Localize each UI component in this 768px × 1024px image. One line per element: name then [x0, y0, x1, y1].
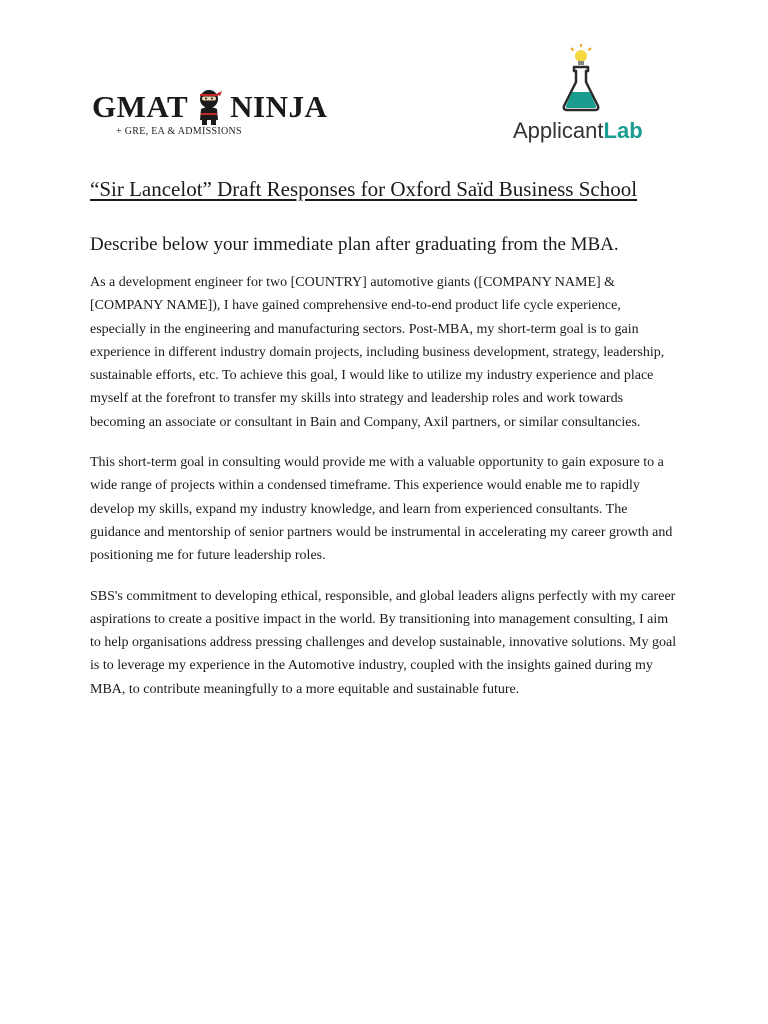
lab-word: Lab — [603, 118, 643, 143]
gmat-ninja-tagline: + GRE, EA & ADMISSIONS — [116, 126, 242, 137]
applicant-lab-logo — [510, 44, 660, 154]
essay-paragraph: This short-term goal in consulting would provide me with a valuable opportunity to gain exposure to a wide range of projects within a condensed timeframe. This experience would enable me to rapidly develop my skills, expand my industry knowledge, and learn from experienced consultants. The guidance and mentorship of senior partners would be instrumental in accelerating my career growth and positioning me for future leadership roles. — [90, 455, 673, 564]
applicant-word: Applicant — [513, 118, 604, 143]
gmat-ninja-wordmark — [92, 88, 332, 126]
essay-paragraph: As a development engineer for two [COUNTRY] automotive giants ([COMPANY NAME] & [COMPANY NAME]), I have gained comprehensive end-to-end product life cycle experience, especially in the engineering and manufacturing sectors. Post-MBA, my short-term goal is to gain experience in different industry domain projects, including business development, strategy, leadership, sustainable efforts, etc. To achieve this goal, I would like to utilize my industry experience and place myself at the forefront to transfer my skills into strategy and leadership roles and work towards becoming an associate or consultant in Bain and Company, Axil partners, or similar consultancies. — [90, 275, 665, 430]
ninja-word: NINJA — [230, 89, 328, 124]
essay-question: Describe below your immediate plan after graduating from the MBA. — [90, 234, 619, 255]
ninja-icon — [194, 88, 224, 126]
flask-icon — [558, 44, 604, 114]
essay-paragraph: SBS's commitment to developing ethical, responsible, and global leaders aligns perfectly with my career aspirations to create a positive impact in the world. By transitioning into management consulting, I aim to help organisations address pressing challenges and develop sustainable, innovative solutions. My goal is to leverage my experience in the Automotive industry, coupled with the insights gained during my MBA, to contribute meaningfully to a more equitable and sustainable future. — [90, 588, 677, 697]
applicant-lab-wordmark — [513, 118, 643, 144]
document-title: “Sir Lancelot” Draft Responses for Oxford Saïd Business School — [90, 177, 638, 201]
gmat-word: GMAT — [92, 89, 189, 124]
gmat-ninja-logo — [92, 88, 332, 144]
essay-body — [90, 271, 680, 718]
